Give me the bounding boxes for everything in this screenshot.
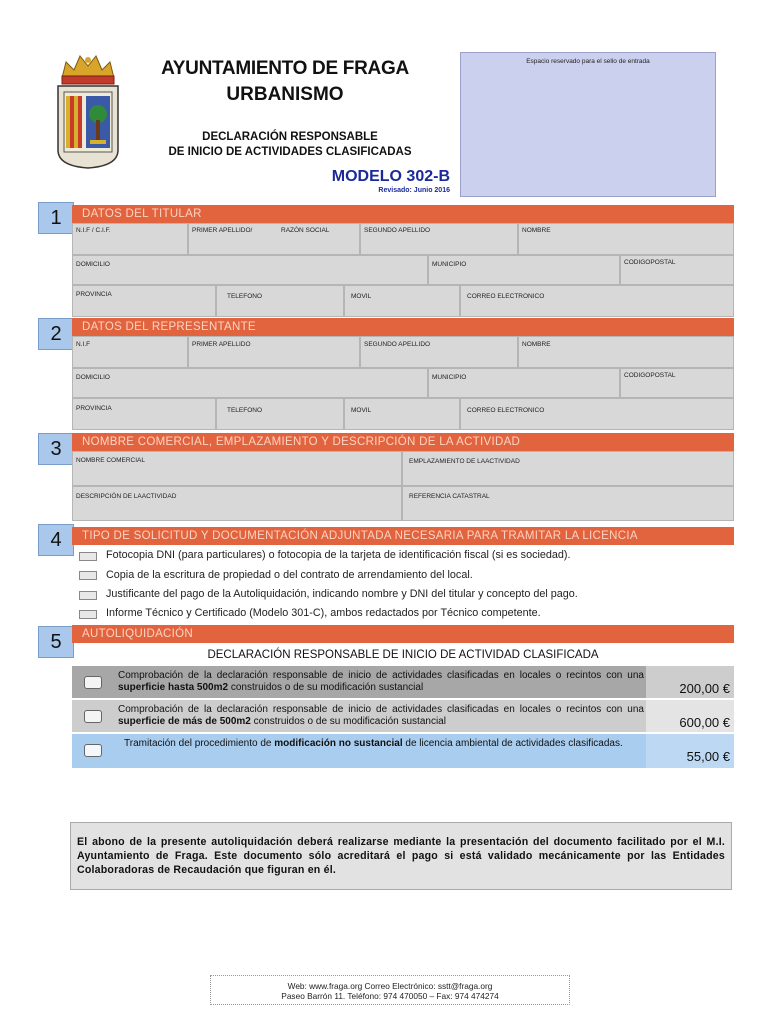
section-2-form bbox=[72, 336, 734, 430]
representante-nombre-field[interactable]: NOMBRE bbox=[518, 336, 734, 368]
doc-item-escritura: Copia de la escritura de propiedad o del contrato de arrendamiento del local. bbox=[106, 569, 473, 581]
titular-segundo-apellido-field[interactable]: SEGUNDO APELLIDO bbox=[360, 223, 518, 255]
representante-primer-apellido-field[interactable]: PRIMER APELLIDO bbox=[188, 336, 360, 368]
section-2-number: 2 bbox=[38, 318, 74, 350]
referencia-catastral-field[interactable]: REFERENCIA CATASTRAL bbox=[402, 486, 734, 521]
titular-nif-field[interactable]: N.I.F / C.I.F. bbox=[72, 223, 188, 255]
fee-description-no-sustancial: Tramitación del procedimiento de modificación no sustancial de licencia ambiental de actividades clasificadas. bbox=[124, 738, 623, 749]
footer-address-phone: Paseo Barrón 11. Teléfono: 974 470050 – Fax: 974 474274 bbox=[281, 991, 499, 1001]
titular-domicilio-field[interactable]: DOMICILIO bbox=[72, 255, 428, 285]
doc-item-justificante: Justificante del pago de la Autoliquidación, indicando nombre y DNI del titular y concepto del pago. bbox=[106, 588, 578, 600]
fee-price-mas-500: 600,00 € bbox=[679, 715, 730, 730]
descripcion-actividad-field[interactable]: DESCRIPCIÓN DE LAACTIVIDAD bbox=[72, 486, 402, 521]
fee-description-mas-500: Comprobación de la declaración responsable de inicio de actividades clasificadas en locales o recintos con una superficie de más de 500m2 construidos o de su modificación sustancial bbox=[118, 704, 644, 727]
representante-codigo-postal-field[interactable]: CODIGOPOSTAL bbox=[620, 368, 734, 398]
footer-web-email: Web: www.fraga.org Correo Electrónico: sstt@fraga.org bbox=[287, 981, 493, 991]
nombre-comercial-field[interactable]: NOMBRE COMERCIAL bbox=[72, 451, 402, 486]
section-1-form bbox=[72, 223, 734, 317]
department-name: URBANISMO bbox=[226, 84, 344, 105]
representante-movil-field[interactable]: MOVIL bbox=[344, 398, 460, 430]
titular-provincia-field[interactable]: PROVINCIA bbox=[72, 285, 216, 317]
doc-checkbox-justificante[interactable] bbox=[79, 591, 97, 600]
section-5-title: AUTOLIQUIDACIÓN bbox=[72, 625, 734, 643]
footer-contact bbox=[210, 975, 570, 1005]
doc-checkbox-informe[interactable] bbox=[79, 610, 97, 619]
document-subtitle: DE INICIO DE ACTIVIDADES CLASIFICADAS bbox=[168, 146, 412, 158]
representante-nif-field[interactable]: N.I.F bbox=[72, 336, 188, 368]
section-1-number: 1 bbox=[38, 202, 74, 234]
stamp-label: Espacio reservado para el sello de entrada bbox=[526, 58, 650, 65]
titular-primer-apellido-field[interactable]: PRIMER APELLIDO/ RAZÓN SOCIAL bbox=[188, 223, 360, 255]
titular-codigo-postal-field[interactable]: CODIGOPOSTAL bbox=[620, 255, 734, 285]
fee-row-no-sustancial[interactable] bbox=[72, 734, 734, 768]
document-title: DECLARACIÓN RESPONSABLE bbox=[202, 131, 378, 143]
fee-price-no-sustancial: 55,00 € bbox=[686, 749, 730, 764]
representante-telefono-field[interactable]: TELEFONO bbox=[216, 398, 344, 430]
section-1-title: DATOS DEL TITULAR bbox=[72, 205, 734, 223]
titular-municipio-field[interactable]: MUNICIPIO bbox=[428, 255, 620, 285]
fee-row-mas-500[interactable] bbox=[72, 700, 734, 732]
section-5-number: 5 bbox=[38, 626, 74, 658]
payment-notice: El abono de la presente autoliquidación deberá realizarse mediante la presentación del documento facilitado por el M.I. Ayuntamiento de Fraga. Este documento sólo acreditará el pago si está validado mecánicamente por las Entidades Colaboradoras de Recaudación que figuran en él. bbox=[70, 822, 732, 890]
fee-description-hasta-500: Comprobación de la declaración responsable de inicio de actividades clasificadas en locales o recintos con una superficie hasta 500m2 construidos o de su modificación sustancial bbox=[118, 670, 644, 693]
fee-checkbox-mas-500[interactable] bbox=[84, 710, 102, 723]
model-number: MODELO 302-B bbox=[331, 168, 450, 185]
fee-row-hasta-500[interactable] bbox=[72, 666, 734, 698]
section-4-title: TIPO DE SOLICITUD Y DOCUMENTACIÓN ADJUNTADA NECESARIA PARA TRAMITAR LA LICENCIA bbox=[72, 527, 734, 545]
titular-nombre-field[interactable]: NOMBRE bbox=[518, 223, 734, 255]
doc-checkbox-dni[interactable] bbox=[79, 552, 97, 561]
fee-price-hasta-500: 200,00 € bbox=[679, 681, 730, 696]
doc-item-dni: Fotocopia DNI (para particulares) o fotocopia de la tarjeta de identificación fiscal (si es sociedad). bbox=[106, 549, 571, 561]
doc-item-informe: Informe Técnico y Certificado (Modelo 301-C), ambos redactados por Técnico competente. bbox=[106, 607, 541, 619]
emplazamiento-field[interactable]: EMPLAZAMIENTO DE LAACTIVIDAD bbox=[402, 451, 734, 486]
representante-correo-field[interactable]: CORREO ELECTRONICO bbox=[460, 398, 734, 430]
coat-of-arms-logo bbox=[52, 50, 124, 170]
titular-correo-field[interactable]: CORREO ELECTRONICO bbox=[460, 285, 734, 317]
autoliquidacion-subtitle: DECLARACIÓN RESPONSABLE DE INICIO DE ACTIVIDAD CLASIFICADA bbox=[207, 649, 599, 661]
representante-domicilio-field[interactable]: DOMICILIO bbox=[72, 368, 428, 398]
section-3-number: 3 bbox=[38, 433, 74, 465]
representante-segundo-apellido-field[interactable]: SEGUNDO APELLIDO bbox=[360, 336, 518, 368]
titular-telefono-field[interactable]: TELEFONO bbox=[216, 285, 344, 317]
revision-date: Revisado: Junio 2016 bbox=[378, 187, 450, 194]
section-3-form bbox=[72, 451, 734, 521]
entry-stamp-area bbox=[460, 52, 716, 197]
section-2-title: DATOS DEL REPRESENTANTE bbox=[72, 318, 734, 336]
section-3-title: NOMBRE COMERCIAL, EMPLAZAMIENTO Y DESCRIPCIÓN DE LA ACTIVIDAD bbox=[72, 433, 734, 451]
organization-name: AYUNTAMIENTO DE FRAGA bbox=[161, 58, 409, 79]
representante-provincia-field[interactable]: PROVINCIA bbox=[72, 398, 216, 430]
fee-checkbox-hasta-500[interactable] bbox=[84, 676, 102, 689]
fee-checkbox-no-sustancial[interactable] bbox=[84, 744, 102, 757]
section-4-number: 4 bbox=[38, 524, 74, 556]
titular-movil-field[interactable]: MOVIL bbox=[344, 285, 460, 317]
doc-checkbox-escritura[interactable] bbox=[79, 571, 97, 580]
representante-municipio-field[interactable]: MUNICIPIO bbox=[428, 368, 620, 398]
